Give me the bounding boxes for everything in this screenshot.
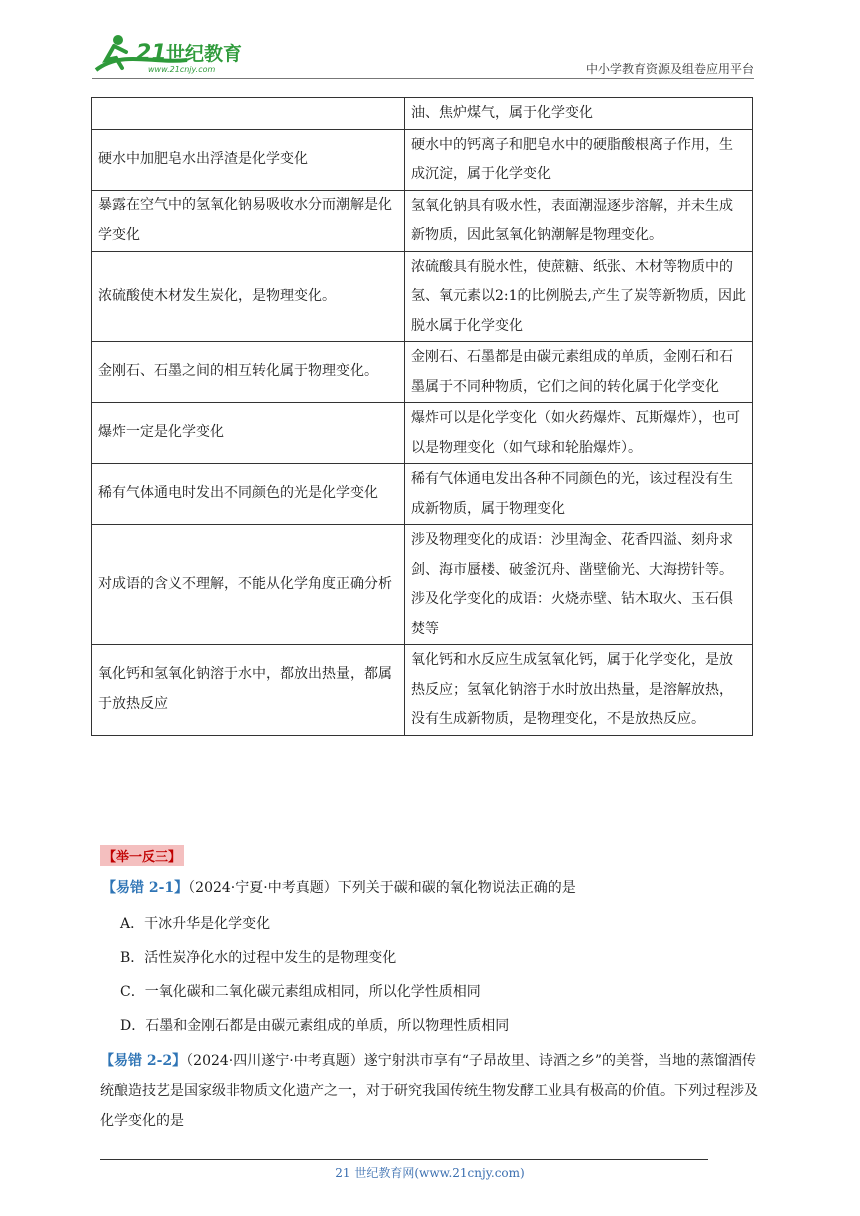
svg-text:世纪教育: 世纪教育 <box>166 43 243 65</box>
table-cell-left: 浓硫酸使木材发生炭化，是物理变化。 <box>92 251 405 342</box>
table-cell-left: 金刚石、石墨之间的相互转化属于物理变化。 <box>92 342 405 403</box>
question-1-text: （2024·宁夏·中考真题）下列关于碳和碳的氧化物说法正确的是 <box>188 880 576 896</box>
table-cell-right <box>405 525 753 645</box>
page-header <box>92 30 754 78</box>
table-cell-left: 氧化钙和氢氧化钠溶于水中，都放出热量，都属于放热反应 <box>92 645 405 736</box>
table-cell-left: 爆炸一定是化学变化 <box>92 403 405 464</box>
footer-text: 21 世纪教育网(www.21cnjy.com) <box>335 1166 525 1180</box>
table-row <box>92 342 753 403</box>
question-2 <box>100 1046 764 1136</box>
table-cell-right: 爆炸可以是化学变化（如火药爆炸、瓦斯爆炸），也可以是物理变化（如气球和轮胎爆炸）。 <box>405 403 753 464</box>
table-row <box>92 251 753 342</box>
table-row <box>92 129 753 190</box>
header-divider <box>92 78 754 79</box>
idiom-chemical: 涉及化学变化的成语：火烧赤壁、钻木取火、玉石俱焚等 <box>411 591 733 637</box>
table-row <box>92 190 753 251</box>
table-cell-right: 氧化钙和水反应生成氢氧化钙，属于化学变化，是放热反应；氢氧化钠溶于水时放出热量，是溶解放热，没有生成新物质，是物理变化，不是放热反应。 <box>405 645 753 736</box>
question-1-stem <box>102 877 762 899</box>
table-row <box>92 98 753 130</box>
table-cell-left <box>92 98 405 130</box>
table-cell-right: 氢氧化钠具有吸水性，表面潮湿逐步溶解，并未生成新物质，因此氢氧化钠潮解是物理变化。 <box>405 190 753 251</box>
option-b: B．活性炭净化水的过程中发生的是物理变化 <box>120 950 397 966</box>
table-cell-right: 浓硫酸具有脱水性，使蔗糖、纸张、木材等物质中的氢、氧元素以2:1的比例脱去,产生了炭等新物质，因此脱水属于化学变化 <box>405 251 753 342</box>
table-row <box>92 525 753 645</box>
footer-divider <box>100 1159 708 1160</box>
svg-text:www.21cnjy.com: www.21cnjy.com <box>148 65 216 74</box>
idiom-physical: 涉及物理变化的成语：沙里淘金、花香四溢、刻舟求剑、海市蜃楼、破釜沉舟、凿壁偷光、大海捞针等。 <box>411 532 733 578</box>
option-a: A．干冰升华是化学变化 <box>120 916 271 932</box>
error-analysis-table <box>91 97 753 736</box>
section-title: 【举一反三】 <box>100 845 184 866</box>
table-cell-right: 稀有气体通电发出各种不同颜色的光，该过程没有生成新物质，属于物理变化 <box>405 464 753 525</box>
logo-icon <box>92 30 262 76</box>
option-c: C．一氧化碳和二氧化碳元素组成相同，所以化学性质相同 <box>120 984 481 1000</box>
question-1-tag: 【易错 2-1】 <box>102 880 189 896</box>
table-cell-right: 油、焦炉煤气，属于化学变化 <box>405 98 753 130</box>
table-cell-left: 稀有气体通电时发出不同颜色的光是化学变化 <box>92 464 405 525</box>
option-d: D．石墨和金刚石都是由碳元素组成的单质，所以物理性质相同 <box>120 1018 510 1034</box>
platform-name: 中小学教育资源及组卷应用平台 <box>585 62 754 76</box>
table-cell-left: 硬水中加肥皂水出浮渣是化学变化 <box>92 129 405 190</box>
table-cell-right: 金刚石、石墨都是由碳元素组成的单质，金刚石和石墨属于不同种物质，它们之间的转化属于化学变化 <box>405 342 753 403</box>
svg-text:21: 21 <box>136 41 167 66</box>
table-cell-right: 硬水中的钙离子和肥皂水中的硬脂酸根离子作用，生成沉淀，属于化学变化 <box>405 129 753 190</box>
table-cell-left: 暴露在空气中的氢氧化钠易吸收水分而潮解是化学变化 <box>92 190 405 251</box>
table-row <box>92 645 753 736</box>
question-2-text: （2024·四川遂宁·中考真题）遂宁射洪市享有“子昂故里、诗酒之乡”的美誉，当地的蒸馏酒传统酿造技艺是国家级非物质文化遗产之一，对于研究我国传统生物发酵工业具有极高的价值。下列过程涉及化学变化的是 <box>100 1053 758 1129</box>
table-row <box>92 403 753 464</box>
table-row <box>92 464 753 525</box>
table-cell-left: 对成语的含义不理解，不能从化学角度正确分析 <box>92 525 405 645</box>
question-2-tag: 【易错 2-2】 <box>100 1053 187 1069</box>
